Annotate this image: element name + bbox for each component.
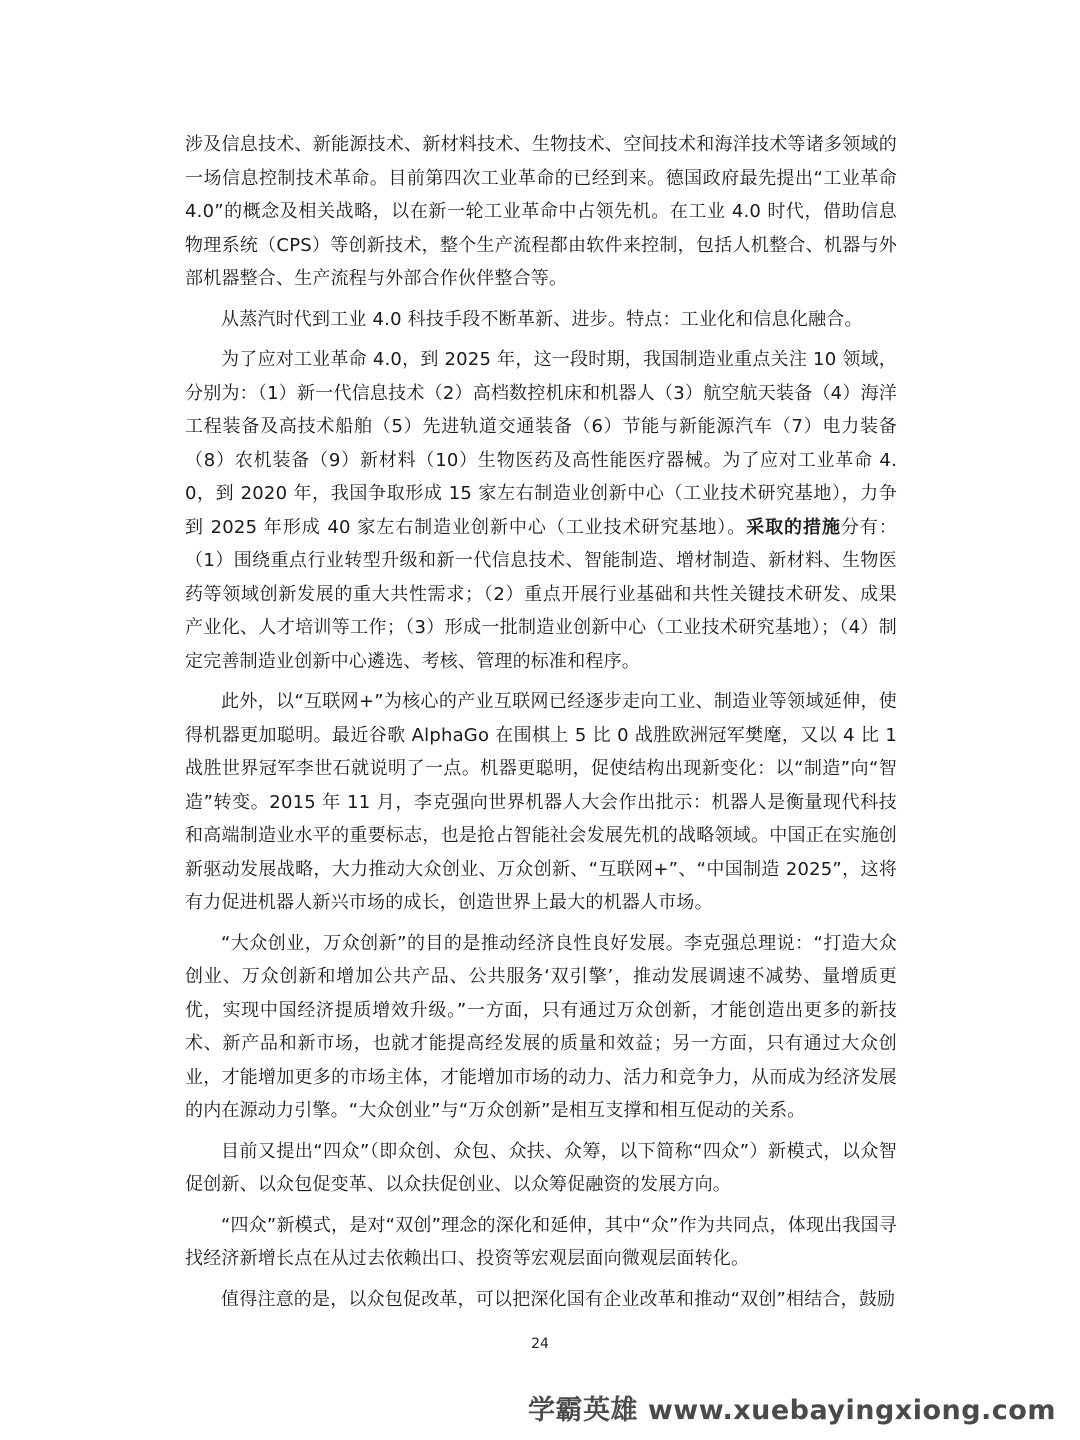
watermark-text: 学霸英雄 www.xuebayingxiong.com (527, 1395, 1056, 1426)
paragraph-3-text-after: 分有：（1）围绕重点行业转型升级和新一代信息技术、智能制造、增材制造、新材料、生物医药等领域创新发展的重大共性需求；（2）重点开展行业基础和共性关键技术研发、成果产业化、人才培训等工作；（3）形成一批制造业创新中心（工业技术研究基地）；（4）制定完善制造业创新中心遴选、考核、管理的标准和程序。 (185, 516, 897, 672)
paragraph-2: 从蒸汽时代到工业 4.0 科技手段不断革新、进步。特点：工业化和信息化融合。 (221, 308, 863, 330)
paragraph-5: “大众创业，万众创新”的目的是推动经济良性良好发展。李克强总理说：“打造大众创业、万众创新和增加公共产品、公共服务‘双引擎’，推动发展调速不减势、量增质更优，实现中国经济提质增效升级。”一方面，只有通过万众创新，才能创造出更多的新技术、新产品和新市场，也就才能提高经发展的质量和效益；另一方面，只有通过大众创业，才能增加更多的市场主体，才能增加市场的动力、活力和竞争力，从而成为经济发展的内在源动力引擎。“大众创业”与“万众创新”是相互支撑和相互促动的关系。 (185, 932, 897, 1121)
paragraph-3-text-before: 为了应对工业革命 4.0，到 2025 年，这一段时期，我国制造业重点关注 10 领域，分别为：（1）新一代信息技术（2）高档数控机床和机器人（3）航空航天装备（4）海洋工程装备及高技术船舶（5）先进轨道交通装备（6）节能与新能源汽车（7）电力装备（8）农机装备（9）新材料（10）生物医药及高性能医疗器械。为了应对工业革命 4.0，到 2020 年，我国争取形成 15 家左右制造业创新中心（工业技术研究基地），力争到 2025 年形成 40 家左右制造业创新中心（工业技术研究基地）。 (185, 349, 897, 538)
paragraph-6: 目前又提出“四众”（即众创、众包、众扶、众筹，以下简称“四众”）新模式，以众智促创新、以众包促变革、以众扶促创业、以众筹促融资的发展方向。 (185, 1140, 897, 1195)
paragraph-3 (185, 343, 897, 678)
paragraph-4: 此外，以“互联网+”为核心的产业互联网已经逐步走向工业、制造业等领域延伸，使得机器更加聪明。最近谷歌 AlphaGo 在围棋上 5 比 0 战胜欧洲冠军樊麾，又以 4 比 1 战胜世界冠军李世石就说明了一点。机器更聪明，促使结构出现新变化：以“制造”向“智造”转变。2015 年 11 月，李克强向世界机器人大会作出批示：机器人是衡量现代科技和高端制造业水平的重要标志，也是抢占智能社会发展先机的战略领域。中国正在实施创新驱动发展战略，大力推动大众创业、万众创新、“互联网+”、“中国制造 2025”，这将有力促进机器人新兴市场的成长，创造世界上最大的机器人市场。 (185, 691, 897, 913)
paragraph-3-bold-term: 采取的措施 (746, 516, 841, 538)
body-text (185, 128, 897, 1323)
paragraph-1: 涉及信息技术、新能源技术、新材料技术、生物技术、空间技术和海洋技术等诸多领域的一场信息控制技术革命。目前第四次工业革命的已经到来。德国政府最先提出“工业革命 4.0”的概念及相关战略，以在新一轮工业革命中占领先机。在工业 4.0 时代，借助信息物理系统（CPS）等创新技术，整个生产流程都由软件来控制，包括人机整合、机器与外部机器整合、生产流程与外部合作伙伴整合等。 (185, 134, 897, 289)
paragraph-8: 值得注意的是，以众包促改革，可以把深化国有企业改革和推动“双创”相结合，鼓励 (221, 1288, 896, 1310)
page-number: 24 (531, 1336, 549, 1352)
paragraph-7: “四众”新模式，是对“双创”理念的深化和延伸，其中“众”作为共同点，体现出我国寻找经济新增长点在从过去依赖出口、投资等宏观层面向微观层面转化。 (185, 1214, 897, 1269)
